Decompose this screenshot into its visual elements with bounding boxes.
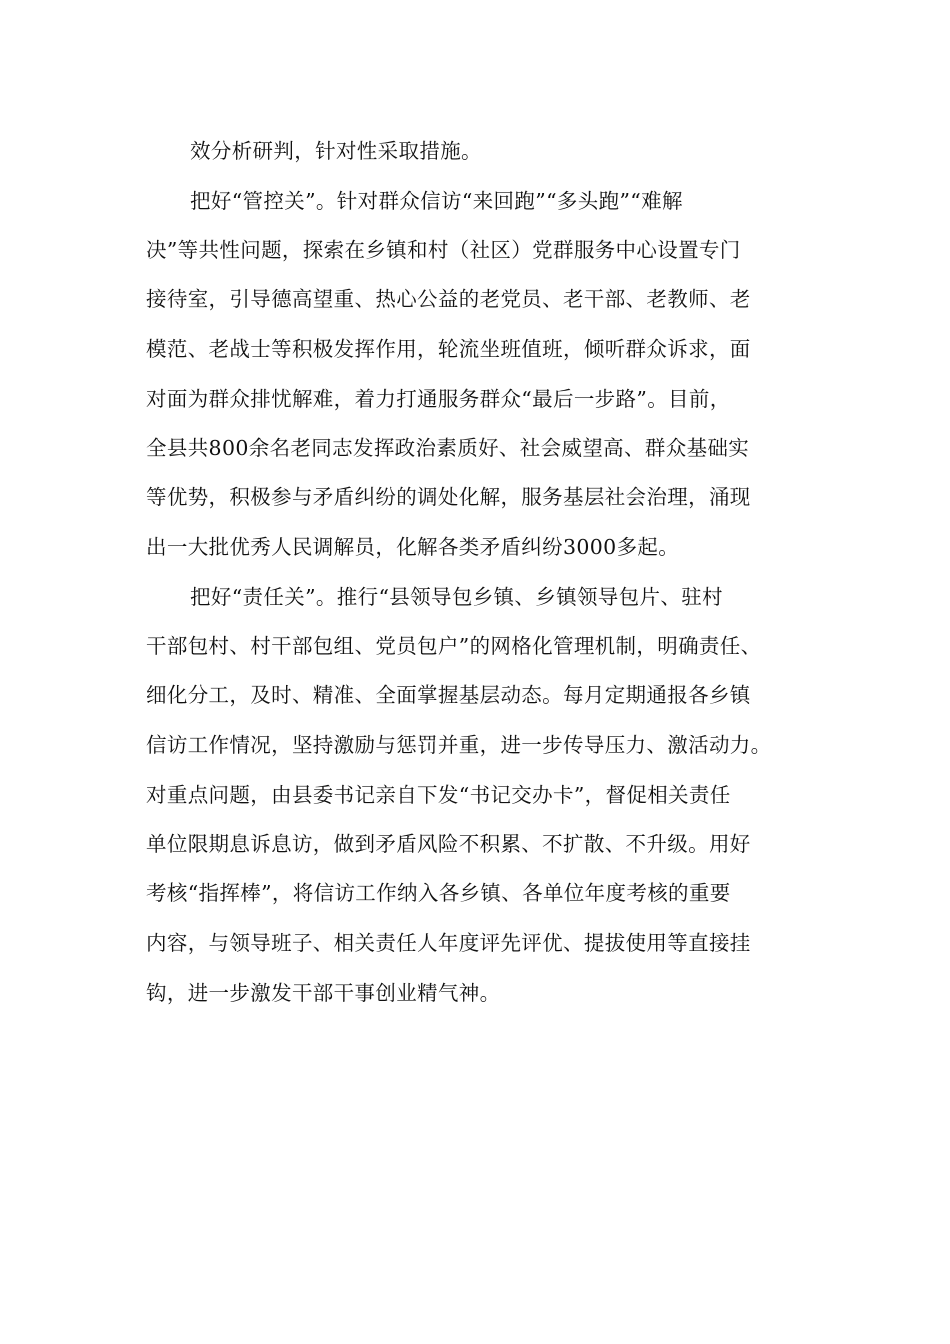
paragraph-line: 信访工作情况，坚持激励与惩罚并重，进一步传导压力、激活动力。 xyxy=(146,733,772,757)
paragraph-line: 对面为群众排忧解难，着力打通服务群众“最后一步路”。目前， xyxy=(146,387,731,411)
paragraph-line: 全县共800余名老同志发挥政治素质好、社会威望高、群众基础实 xyxy=(146,436,750,460)
paragraph-line: 单位限期息诉息访，做到矛盾风险不积累、不扩散、不升级。用好 xyxy=(146,832,751,856)
paragraph-line: 考核“指挥棒”，将信访工作纳入各乡镇、各单位年度考核的重要 xyxy=(146,881,731,905)
paragraph-line: 出一大批优秀人民调解员，化解各类矛盾纠纷3000多起。 xyxy=(146,535,680,559)
paragraph-line: 接待室，引导德高望重、热心公益的老党员、老干部、老教师、老 xyxy=(146,287,751,311)
paragraph-line: 模范、老战士等积极发挥作用，轮流坐班值班，倾听群众诉求，面 xyxy=(146,337,751,361)
paragraph-line: 对重点问题，由县委书记亲自下发“书记交办卡”，督促相关责任 xyxy=(146,783,731,807)
paragraph-line: 细化分工，及时、精准、全面掌握基层动态。每月定期通报各乡镇 xyxy=(146,683,751,707)
paragraph-line: 干部包村、村干部包组、党员包户”的网格化管理机制，明确责任、 xyxy=(146,634,762,658)
paragraph-line: 等优势，积极参与矛盾纠纷的调处化解，服务基层社会治理，涌现 xyxy=(146,485,751,509)
paragraph-line: 决”等共性问题，探索在乡镇和村（社区）党群服务中心设置专门 xyxy=(146,238,741,262)
paragraph-line: 内容，与领导班子、相关责任人年度评先评优、提拔使用等直接挂 xyxy=(146,931,751,955)
paragraph-line: 把好“责任关”。推行“县领导包乡镇、乡镇领导包片、驻村 xyxy=(190,585,723,609)
paragraph-line: 钩，进一步激发干部干事创业精气神。 xyxy=(146,981,501,1005)
paragraph-line: 把好“管控关”。针对群众信访“来回跑”“多头跑”“难解 xyxy=(190,189,683,213)
paragraph-line: 效分析研判，针对性采取措施。 xyxy=(190,139,482,163)
